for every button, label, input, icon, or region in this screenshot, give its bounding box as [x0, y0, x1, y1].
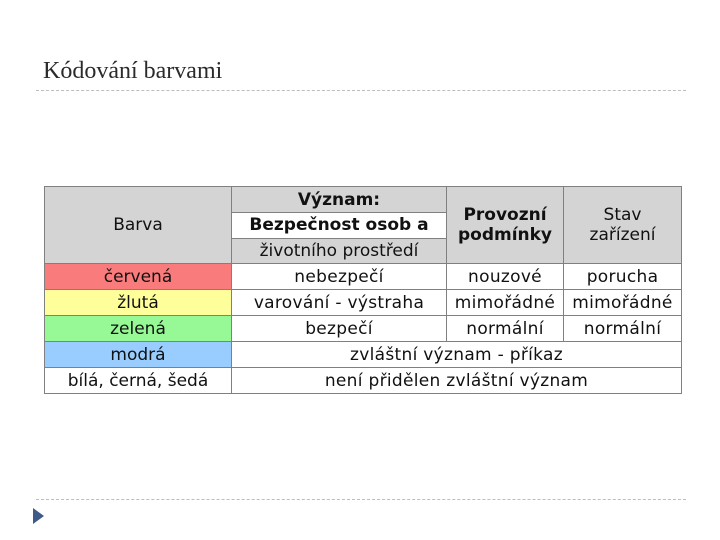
header-bezpecnost-line2: životního prostředí [232, 238, 447, 263]
color-coding-table [44, 186, 682, 394]
header-stav-line2: zařízení [589, 225, 656, 245]
color-cell-blue: modrá [45, 342, 232, 368]
cell-bezpecnost: bezpečí [232, 316, 447, 342]
title-divider [36, 90, 686, 91]
header-provozni-line1: Provozní [463, 205, 547, 225]
table-row [45, 368, 682, 394]
table-header-row-1 [45, 187, 682, 213]
cell-bezpecnost: nebezpečí [232, 264, 447, 290]
footer-divider [36, 499, 686, 500]
slide-title: Kódování barvami [43, 58, 223, 84]
cell-stav: mimořádné [564, 290, 682, 316]
color-cell-yellow: žlutá [45, 290, 232, 316]
cell-provozni: nouzové [447, 264, 564, 290]
header-provozni-line2: podmínky [457, 225, 553, 245]
header-provozni-podminky [447, 187, 564, 264]
color-cell-green: zelená [45, 316, 232, 342]
table-row [45, 342, 682, 368]
cell-provozni: normální [447, 316, 564, 342]
cell-merged-meaning: zvláštní význam - příkaz [232, 342, 682, 368]
cell-merged-meaning: není přidělen zvláštní význam [232, 368, 682, 394]
cell-bezpecnost: varování - výstraha [232, 290, 447, 316]
table-row [45, 290, 682, 316]
header-bezpecnost-line1: Bezpečnost osob a [232, 213, 447, 238]
table-row [45, 316, 682, 342]
header-stav-line1: Stav [603, 205, 642, 225]
cell-provozni: mimořádné [447, 290, 564, 316]
color-cell-white-black-gray: bílá, černá, šedá [45, 368, 232, 394]
table-row [45, 264, 682, 290]
triangle-bullet-icon [33, 508, 44, 524]
header-barva: Barva [45, 187, 232, 264]
header-vyznam: Význam: [232, 187, 447, 213]
cell-stav: normální [564, 316, 682, 342]
color-cell-red: červená [45, 264, 232, 290]
cell-stav: porucha [564, 264, 682, 290]
header-stav-zarizeni [564, 187, 682, 264]
